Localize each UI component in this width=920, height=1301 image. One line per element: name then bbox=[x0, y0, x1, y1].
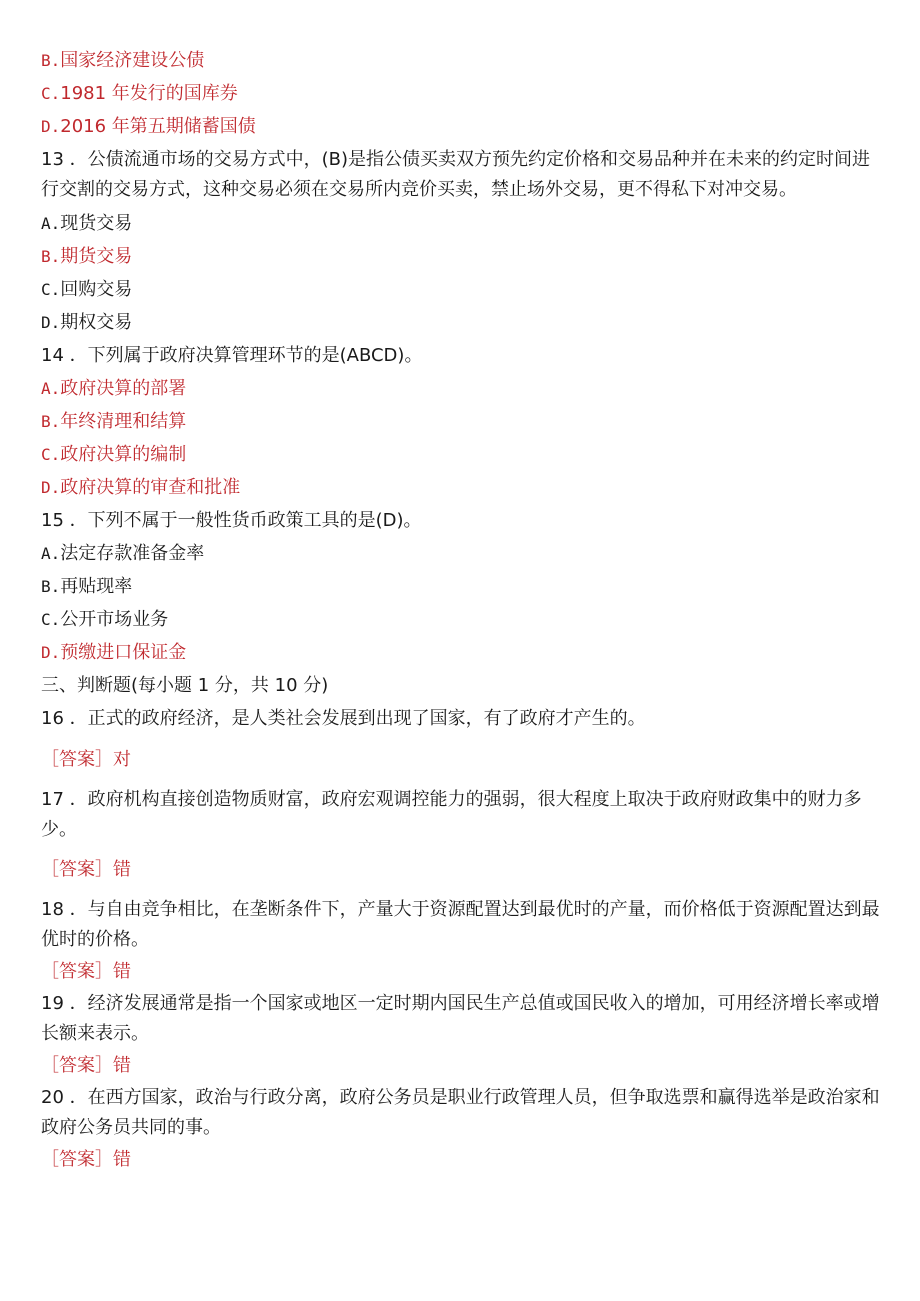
answer-17: ［答案］错 bbox=[41, 859, 131, 880]
option-b: B.年终清理和结算 bbox=[41, 411, 187, 432]
question-15-stem: 15 ．下列不属于一般性货币政策工具的是(D)。 bbox=[41, 510, 422, 531]
option-a: A.现货交易 bbox=[41, 213, 133, 234]
question-20-stem: 20 ．在西方国家，政治与行政分离，政府公务员是职业行政管理人员，但争取选票和赢得选举是政治家和政府公务员共同的事。 bbox=[41, 1087, 880, 1138]
question-14-stem: 14 ．下列属于政府决算管理环节的是(ABCD)。 bbox=[41, 345, 423, 366]
question-16-stem: 16 ．正式的政府经济，是人类社会发展到出现了国家，有了政府才产生的。 bbox=[41, 708, 646, 729]
option-c: C.政府决算的编制 bbox=[41, 444, 187, 465]
answer-19: ［答案］错 bbox=[41, 1055, 131, 1076]
option-d: D.2016 年第五期储蓄国债 bbox=[41, 116, 256, 137]
answer-20: ［答案］错 bbox=[41, 1149, 131, 1170]
option-d: D.政府决算的审查和批准 bbox=[41, 477, 241, 498]
option-c: C.公开市场业务 bbox=[41, 609, 169, 630]
option-c: C.回购交易 bbox=[41, 279, 133, 300]
option-b: B.国家经济建设公债 bbox=[41, 50, 205, 71]
question-18-stem: 18 ．与自由竞争相比，在垄断条件下，产量大于资源配置达到最优时的产量，而价格低于资源配置达到最优时的价格。 bbox=[41, 899, 880, 950]
option-a: A.政府决算的部署 bbox=[41, 378, 187, 399]
question-19-stem: 19 ．经济发展通常是指一个国家或地区一定时期内国民生产总值或国民收入的增加，可用经济增长率或增长额来表示。 bbox=[41, 993, 880, 1044]
document-page bbox=[41, 44, 883, 1175]
question-13-stem: 13 ．公债流通市场的交易方式中，(B)是指公债买卖双方预先约定价格和交易品种并在未来的约定时间进行交割的交易方式，这种交易必须在交易所内竞价买卖，禁止场外交易，更不得私下对冲交易。 bbox=[41, 149, 871, 200]
answer-18: ［答案］错 bbox=[41, 961, 131, 982]
option-b: B.再贴现率 bbox=[41, 576, 133, 597]
option-d: D.期权交易 bbox=[41, 312, 133, 333]
option-b: B.期货交易 bbox=[41, 246, 133, 267]
option-d: D.预缴进口保证金 bbox=[41, 642, 187, 663]
section-heading: 三、判断题(每小题 1 分，共 10 分) bbox=[41, 675, 329, 696]
option-c: C.1981 年发行的国库券 bbox=[41, 83, 238, 104]
question-17-stem: 17 ．政府机构直接创造物质财富，政府宏观调控能力的强弱，很大程度上取决于政府财政集中的财力多少。 bbox=[41, 789, 862, 840]
option-a: A.法定存款准备金率 bbox=[41, 543, 205, 564]
answer-16: ［答案］对 bbox=[41, 749, 131, 770]
